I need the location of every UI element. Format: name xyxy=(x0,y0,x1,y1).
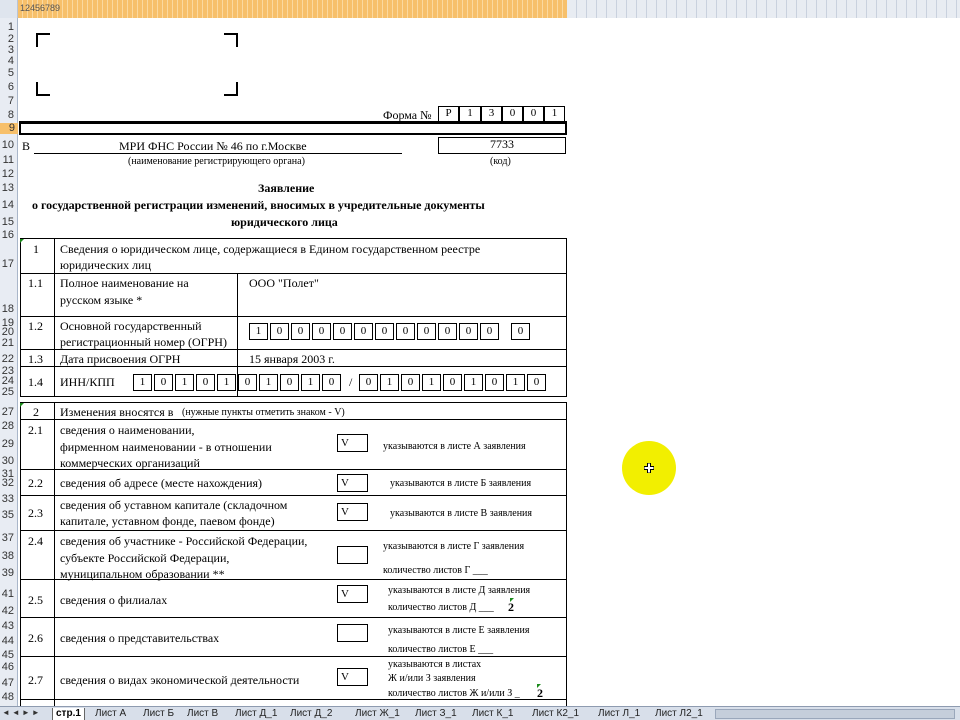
form-code-cell[interactable]: 1 xyxy=(544,106,565,122)
authority-name[interactable]: МРИ ФНС России № 46 по г.Москве xyxy=(119,139,307,153)
row-1-2-label: Основной государственный xyxy=(60,319,202,333)
row-number[interactable]: 39 xyxy=(1,567,14,579)
comment-indicator xyxy=(20,403,24,407)
row-number[interactable]: 48 xyxy=(1,691,14,703)
row-number[interactable]: 22 xyxy=(1,353,14,365)
row-number[interactable]: 27 xyxy=(1,406,14,418)
ogrn-digit[interactable]: 0 xyxy=(270,323,289,340)
row-1-2-label-2: регистрационный номер (ОГРН) xyxy=(60,335,227,349)
row-2-6-note: указываются в листе Е заявления xyxy=(388,625,530,636)
row-number[interactable]: 42 xyxy=(1,605,14,617)
kpp-digit[interactable]: 0 xyxy=(359,374,378,391)
title-line-1: Заявление xyxy=(258,181,315,195)
ogrn-digit[interactable]: 0 xyxy=(291,323,310,340)
ogrn-digit[interactable]: 0 xyxy=(354,323,373,340)
row-2-1-note: указываются в листе А заявления xyxy=(383,441,526,452)
row-2-7-count-label: количество листов Ж и/или З _ xyxy=(388,688,520,699)
row-2-4-label-2: субъекте Российской Федерации, xyxy=(60,551,230,565)
row-number[interactable]: 19 xyxy=(1,317,14,329)
ogrn-date-value[interactable]: 15 января 2003 г. xyxy=(249,352,335,366)
form-code-cell[interactable]: Р xyxy=(438,106,459,122)
row-2-4-count: количество листов Г ___ xyxy=(383,565,488,576)
tab-sheet-k2-1[interactable]: Лист К2_1 xyxy=(532,708,580,719)
row-2-1-label-2: фирменном наименовании - в отношении xyxy=(60,440,272,454)
row-1-4-label: ИНН/КПП xyxy=(60,375,115,389)
kpp-digit[interactable]: 1 xyxy=(380,374,399,391)
row-number[interactable]: 24 xyxy=(1,375,14,387)
row-2-7-count-value[interactable]: 2 xyxy=(537,686,543,700)
row-2-5-label: сведения о филиалах xyxy=(60,593,168,607)
ogrn-digit[interactable]: 0 xyxy=(459,323,478,340)
row-2-5-count-label: количество листов Д ___ xyxy=(388,602,494,613)
row-number[interactable]: 10 xyxy=(1,139,14,151)
title-line-3: юридического лица xyxy=(231,215,338,229)
section-1-number: 1 xyxy=(33,242,39,256)
tab-sheet-l1[interactable]: Лист Л_1 xyxy=(598,708,641,719)
form-label: Форма № xyxy=(383,108,432,122)
row-number[interactable]: 7 xyxy=(7,95,14,107)
selected-columns[interactable] xyxy=(18,0,567,18)
tab-sheet-z1[interactable]: Лист З_1 xyxy=(415,708,457,719)
comment-indicator xyxy=(510,598,514,602)
grid-line xyxy=(20,273,567,274)
row-2-4-note: указываются в листе Г заявления xyxy=(383,541,525,552)
row-number[interactable]: 33 xyxy=(1,493,14,505)
row-2-1-label: сведения о наименовании, xyxy=(60,423,195,437)
authority-underline xyxy=(34,153,402,154)
tab-page-1[interactable]: стр.1 xyxy=(52,708,85,720)
ogrn-digit[interactable]: 1 xyxy=(249,323,268,340)
ogrn-digit[interactable]: 0 xyxy=(312,323,331,340)
section-1-text-2: юридических лиц xyxy=(60,258,151,272)
row-number[interactable]: 31 xyxy=(1,468,14,480)
barcode-corner-top-right xyxy=(224,33,238,47)
other-columns[interactable] xyxy=(567,0,960,18)
row-number[interactable]: 46 xyxy=(1,661,14,673)
cursor-highlight xyxy=(622,441,676,495)
grid-line xyxy=(20,617,567,618)
grid-line xyxy=(20,495,567,496)
tab-sheet-k1[interactable]: Лист К_1 xyxy=(472,708,514,719)
ogrn-digit[interactable]: 0 xyxy=(333,323,352,340)
row-1-1-number: 1.1 xyxy=(28,276,43,290)
row-2-1-checkbox[interactable]: V xyxy=(337,434,368,452)
tab-sheet-v[interactable]: Лист В xyxy=(187,708,219,719)
row-number[interactable]: 4 xyxy=(7,55,14,67)
row-2-4-checkbox[interactable] xyxy=(337,546,368,564)
row-number[interactable]: 1 xyxy=(7,21,14,33)
row-number[interactable]: 3 xyxy=(7,44,14,56)
row-number[interactable]: 13 xyxy=(1,182,14,194)
row-number[interactable]: 45 xyxy=(1,649,14,661)
row-2-3-note: указываются в листе В заявления xyxy=(390,508,533,519)
company-name-value[interactable]: ООО "Полет" xyxy=(249,276,319,290)
form-code-cell[interactable]: 3 xyxy=(481,106,502,122)
authority-code[interactable]: 7733 xyxy=(438,137,566,154)
column-header[interactable] xyxy=(0,0,960,18)
row-2-1-label-3: коммерческих организаций xyxy=(60,456,200,470)
barcode-corner-bottom-left xyxy=(36,82,50,96)
tab-sheet-a[interactable]: Лист А xyxy=(95,708,127,719)
inn-digit[interactable]: 0 xyxy=(154,374,173,391)
inn-digit[interactable]: 0 xyxy=(238,374,257,391)
section-1-text: Сведения о юридическом лице, содержащиеся в Едином государственном реестре xyxy=(60,242,481,256)
grid-line xyxy=(20,366,567,367)
tab-sheet-d1[interactable]: Лист Д_1 xyxy=(235,708,278,719)
row-2-4-label-3: муниципальном образовании ** xyxy=(60,567,225,581)
selected-row-range[interactable] xyxy=(19,121,567,135)
tab-sheet-l2-1[interactable]: Лист Л2_1 xyxy=(655,708,703,719)
tab-sheet-b[interactable]: Лист Б xyxy=(143,708,175,719)
row-2-1-number: 2.1 xyxy=(28,423,43,437)
row-1-3-label: Дата присвоения ОГРН xyxy=(60,352,181,366)
row-1-2-number: 1.2 xyxy=(28,319,43,333)
column-header-label: 12456789 xyxy=(20,3,61,13)
barcode-corner-bottom-right xyxy=(224,82,238,96)
section-2-note: (нужные пункты отметить знаком - V) xyxy=(182,407,345,418)
ogrn-digit[interactable]: 0 xyxy=(511,323,530,340)
section-2-number: 2 xyxy=(33,405,39,419)
row-2-7-number: 2.7 xyxy=(28,673,43,687)
authority-caption: (наименование регистрирующего органа) xyxy=(128,156,305,167)
grid-line xyxy=(54,402,55,706)
row-2-4-label: сведения об участнике - Российской Федерации, xyxy=(60,534,308,548)
kpp-digit[interactable]: 1 xyxy=(464,374,483,391)
row-number[interactable]: 37 xyxy=(1,532,14,544)
grid-line xyxy=(20,316,567,317)
tab-scroll-arrows-icon[interactable]: ◄◄►► xyxy=(2,708,42,717)
comment-indicator xyxy=(537,684,541,688)
row-number[interactable]: 29 xyxy=(1,438,14,450)
row-1-1-label: Полное наименование на xyxy=(60,276,189,290)
row-2-7-note-2: Ж и/или З заявления xyxy=(388,673,476,684)
kpp-digit[interactable]: 0 xyxy=(443,374,462,391)
row-header[interactable] xyxy=(0,18,18,706)
row-2-2-checkbox[interactable]: V xyxy=(337,474,368,492)
row-2-3-number: 2.3 xyxy=(28,506,43,520)
form-code-cell[interactable]: 1 xyxy=(459,106,481,122)
row-2-5-number: 2.5 xyxy=(28,593,43,607)
barcode-corner-top-left xyxy=(36,33,50,47)
row-2-2-label: сведения об адресе (месте нахождения) xyxy=(60,476,263,490)
comment-indicator xyxy=(20,239,24,243)
form-code-cell[interactable]: 0 xyxy=(502,106,523,122)
sheet-tab-bar xyxy=(0,706,960,720)
inn-digit[interactable]: 0 xyxy=(196,374,215,391)
row-number[interactable]: 20 xyxy=(1,326,14,338)
row-2-5-checkbox[interactable]: V xyxy=(337,585,368,603)
row-2-6-label: сведения о представительствах xyxy=(60,631,220,645)
row-number[interactable]: 15 xyxy=(1,216,14,228)
row-number[interactable]: 18 xyxy=(1,303,14,315)
row-number[interactable]: 17 xyxy=(1,258,14,270)
row-2-4-number: 2.4 xyxy=(28,534,43,548)
kpp-digit[interactable]: 1 xyxy=(422,374,441,391)
ogrn-digit[interactable]: 0 xyxy=(396,323,415,340)
row-2-2-number: 2.2 xyxy=(28,476,43,490)
row-number[interactable]: 16 xyxy=(1,229,14,241)
row-number[interactable]: 43 xyxy=(1,620,14,632)
tab-sheet-d2[interactable]: Лист Д_2 xyxy=(290,708,333,719)
row-2-7-checkbox[interactable]: V xyxy=(337,668,368,686)
inn-digit[interactable]: 0 xyxy=(280,374,299,391)
code-caption: (код) xyxy=(490,156,511,167)
row-number[interactable]: 14 xyxy=(1,199,14,211)
row-2-5-note: указываются в листе Д заявления xyxy=(388,585,531,596)
ogrn-digit[interactable]: 0 xyxy=(438,323,457,340)
row-number[interactable]: 32 xyxy=(1,477,14,489)
inn-digit[interactable]: 1 xyxy=(175,374,194,391)
row-number[interactable]: 11 xyxy=(2,154,14,166)
row-number[interactable]: 2 xyxy=(7,33,14,45)
kpp-digit[interactable]: 0 xyxy=(485,374,504,391)
row-1-1-label-2: русском языке * xyxy=(60,293,143,307)
cross-cursor-icon xyxy=(644,463,654,473)
kpp-digit[interactable]: 0 xyxy=(527,374,546,391)
row-2-3-checkbox[interactable]: V xyxy=(337,503,368,521)
row-number[interactable]: 41 xyxy=(1,588,14,600)
kpp-digit[interactable]: 1 xyxy=(506,374,525,391)
ogrn-digit[interactable]: 0 xyxy=(375,323,394,340)
row-2-6-count: количество листов Е ___ xyxy=(388,644,494,655)
row-2-7-note: указываются в листах xyxy=(388,659,482,670)
row-2-6-checkbox[interactable] xyxy=(337,624,368,642)
row-number[interactable]: 44 xyxy=(1,635,14,647)
row-1-4-number: 1.4 xyxy=(28,375,43,389)
row-2-2-note: указываются в листе Б заявления xyxy=(390,478,532,489)
row-number[interactable]: 35 xyxy=(1,509,14,521)
row-2-6-number: 2.6 xyxy=(28,631,43,645)
row-number[interactable]: 21 xyxy=(1,337,14,349)
tab-sheet-zh1[interactable]: Лист Ж_1 xyxy=(355,708,400,719)
prefix-v: В xyxy=(22,139,31,153)
row-number[interactable]: 6 xyxy=(7,81,14,93)
ogrn-digit[interactable]: 0 xyxy=(417,323,436,340)
row-number[interactable]: 12 xyxy=(1,168,14,180)
row-2-7-label: сведения о видах экономической деятельности xyxy=(60,673,300,687)
grid-line xyxy=(20,349,567,350)
inn-digit[interactable]: 1 xyxy=(133,374,152,391)
kpp-digit[interactable]: 0 xyxy=(401,374,420,391)
row-number[interactable]: 47 xyxy=(1,677,14,689)
ogrn-digit[interactable]: 0 xyxy=(480,323,499,340)
row-number[interactable]: 38 xyxy=(1,550,14,562)
row-number[interactable]: 8 xyxy=(7,109,14,121)
row-number[interactable]: 30 xyxy=(1,455,14,467)
inn-kpp-slash: / xyxy=(349,375,353,389)
row-number-selected[interactable]: 9 xyxy=(0,123,18,134)
row-2-3-label-2: капитале, уставном фонде, паевом фонде) xyxy=(60,514,275,528)
row-number[interactable]: 5 xyxy=(7,67,14,79)
horizontal-scrollbar[interactable] xyxy=(715,709,955,719)
row-number[interactable]: 23 xyxy=(1,365,14,377)
inn-digit[interactable]: 1 xyxy=(259,374,278,391)
row-number[interactable]: 25 xyxy=(1,386,14,398)
row-1-3-number: 1.3 xyxy=(28,352,43,366)
form-code-cell[interactable]: 0 xyxy=(523,106,544,122)
row-2-5-count-value[interactable]: 2 xyxy=(508,600,514,614)
select-all-corner[interactable] xyxy=(0,0,18,18)
inn-digit[interactable]: 1 xyxy=(217,374,236,391)
section-2-text: Изменения вносятся в xyxy=(60,405,174,419)
row-2-3-label: сведения об уставном капитале (складочном xyxy=(60,498,288,512)
row-number[interactable]: 28 xyxy=(1,420,14,432)
grid-line xyxy=(54,238,55,397)
inn-digit[interactable]: 0 xyxy=(322,374,341,391)
inn-digit[interactable]: 1 xyxy=(301,374,320,391)
title-line-2: о государственной регистрации изменений, вносимых в учредительные документы xyxy=(32,198,485,212)
grid-line xyxy=(20,530,567,531)
